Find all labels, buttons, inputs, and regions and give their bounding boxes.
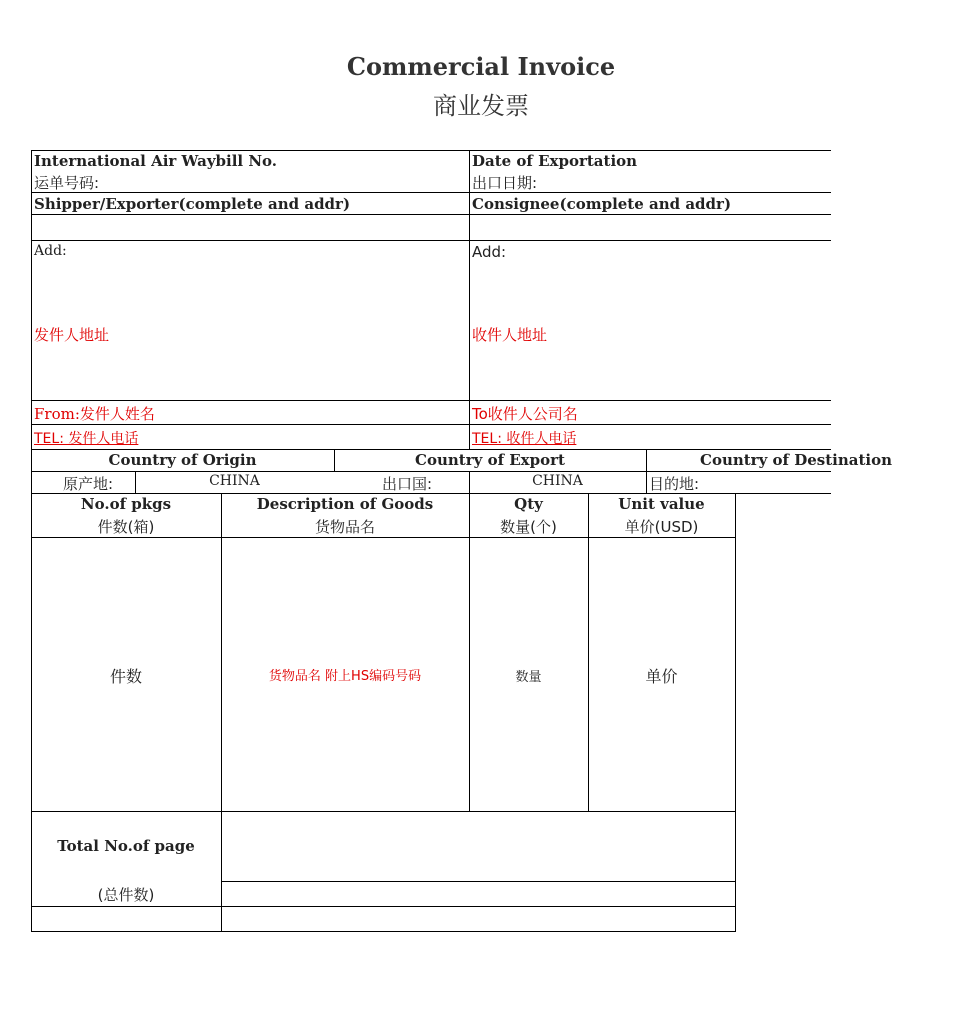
shipper-from-label: From:发件人姓名 [34,405,155,423]
export-date-label: Date of Exportation [472,152,638,170]
export-country-value: CHINA [532,473,583,489]
total-pages-cn-label: (总件数) [97,886,155,904]
origin-cn-label: 原产地: [63,475,114,493]
consignee-add-label: Add: [472,243,507,261]
export-country-cn-label: 出口国: [382,475,433,493]
col-header-unit-value-cn: 单价(USD) [624,518,699,536]
consignee-label: Consignee(complete and addr) [472,195,732,213]
shipper-add-label: Add: [34,243,67,259]
cell-pkgs: 件数 [109,667,142,686]
col-header-qty: Qty [514,495,543,513]
export-date-cn-label: 出口日期: [472,174,538,192]
export-country-label: Country of Export [415,451,565,469]
col-header-description: Description of Goods [256,495,434,513]
consignee-address-placeholder: 收件人地址 [472,326,548,344]
destination-country-cn-label: 目的地: [649,475,700,493]
consignee-to-label: To收件人公司名 [472,405,578,423]
page-subtitle: 商业发票 [433,92,529,120]
cell-unit-value: 单价 [645,667,678,686]
total-pages-label: Total No.of page [57,837,195,855]
col-header-qty-cn: 数量(个) [500,518,557,536]
consignee-tel-label: TEL: 收件人电话 [472,431,577,447]
waybill-label: International Air Waybill No. [34,152,278,170]
cell-qty: 数量 [515,670,542,685]
page-title: Commercial Invoice [346,52,616,81]
invoice-form [31,150,892,940]
origin-value: CHINA [209,473,260,489]
col-header-unit-value: Unit value [618,495,705,513]
waybill-cn-label: 运单号码: [34,174,100,192]
col-header-description-cn: 货物品名 [314,518,375,536]
col-header-pkgs-cn: 件数(箱) [97,518,155,536]
col-header-pkgs: No.of pkgs [80,495,172,513]
origin-label: Country of Origin [108,451,257,469]
shipper-address-placeholder: 发件人地址 [34,326,110,344]
destination-country-label: Country of Destination [700,451,892,469]
shipper-label: Shipper/Exporter(complete and addr) [34,195,351,213]
shipper-tel-label: TEL: 发件人电话 [34,431,139,447]
cell-description: 货物品名 附上HS编码号码 [268,669,422,684]
